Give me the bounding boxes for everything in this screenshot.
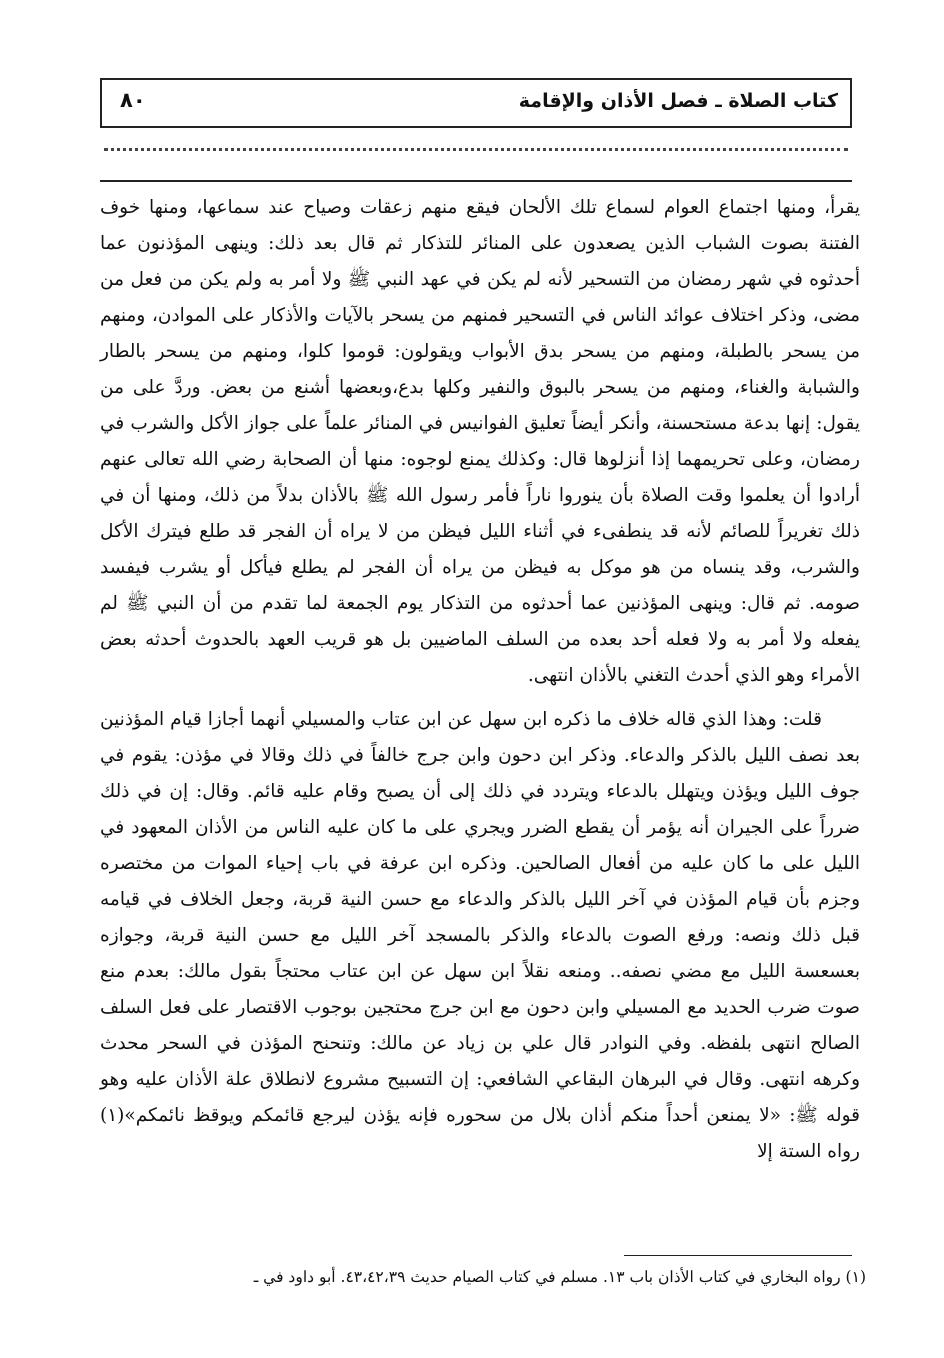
paragraph-2: قلت: وهذا الذي قاله خلاف ما ذكره ابن سهل عن ابن عتاب والمسيلي أنهما أجازا قيام المؤذنين بعد نصف الليل بالذكر والدعاء. وذكر ابن دحون وابن جرج خالفاً في ذلك وقالا في مؤذن: يقوم في جوف الليل ويؤذن ويتهلل بالدعاء ويتردد في ذلك إلى أن يصبح وقام عليه قائم. وقال: إن في ذلك ضرراً على الجيران أنه يؤمر أن يقطع الضرر ويجري على ما كان عليه الناس من الأذان المعهود في الليل على ما كان عليه من أفعال الصالحين. وذكره ابن عرفة في باب إحياء الموات من مختصره وجزم بأن قيام المؤذن في آخر الليل بالذكر والدعاء مع حسن النية قربة، وجعل الخلاف في قيامه قبل ذلك ونصه: ورفع الصوت بالدعاء والذكر بالمسجد آخر الليل مع حسن النية قربة، وجوازه بعسعسة الليل مع مضي نصفه.. ومنعه نقلاً ابن سهل عن ابن عتاب محتجاً بقول مالك: بعدم منع صوت ضرب الحديد مع المسيلي وابن دحون مع ابن جرج محتجين بوجوب الاقتصار على فعل السلف الصالح انتهى بلفظه. وفي النوادر قال علي بن زياد عن مالك: وتنحنح المؤذن في السحر محدث وكرهه انتهى. وقال في البرهان البقاعي الشافعي: إن التسبيح مشروع لانطلاق علة الأذان عليه وهو قوله ﷺ: «لا يمنعن أحداً منكم أذان بلال من سحوره فإنه يؤذن ليرجع قائمكم ويوقظ نائمكم»(١) رواه الستة إلا <box>100 709 860 1162</box>
footnote-rule <box>624 1255 852 1256</box>
main-text <box>100 190 860 1170</box>
dotted-separator <box>104 148 848 151</box>
footnote: (١) رواه البخاري في كتاب الأذان باب ١٣. مسلم في كتاب الصيام حديث ٤٣،٤٢،٣٩. أبو داود في ـ <box>253 1268 866 1286</box>
running-header <box>100 78 852 128</box>
page-number: ٨٠ <box>120 88 146 112</box>
paragraph-1: يقرأ، ومنها اجتماع العوام لسماع تلك الألحان فيقع منهم زعقات وصياح عند سماعها، ومنها خوف الفتنة بصوت الشباب الذين يصعدون على المنائر للتذكار ثم قال بعد ذلك: وينهى المؤذنون عما أحدثوه في شهر رمضان من التسحير لأنه لم يكن في عهد النبي ﷺ ولا أمر به ولم يكن من فعل من مضى، وذكر اختلاف عوائد الناس في التسحير فمنهم من يسحر بالآيات والأذكار على الموادن، ومنهم من يسحر بالطبلة، ومنهم من يسحر بدق الأبواب ويقولون: قوموا كلوا، ومنهم من يسحر بالطار والشبابة والغناء، ومنهم من يسحر بالبوق والنفير وكلها بدع،وبعضها أشنع من بعض. وردَّ على من يقول: إنها بدعة مستحسنة، وأنكر أيضاً تعليق الفوانيس في المنائر علماً على جواز الأكل والشرب في رمضان، وعلى تحريمهما إذا أنزلوها قال: وكذلك يمنع لوجوه: منها أن الصحابة رضي الله تعالى عنهم أرادوا أن يعلموا وقت الصلاة بأن ينوروا ناراً فأمر رسول الله ﷺ بالأذان بدلاً من ذلك، ومنها أن في ذلك تغريراً للصائم لأنه قد ينطفىء في أثناء الليل فيظن من لا يراه أن الفجر قد طلع فيترك الأكل والشرب، وقد ينساه من هو موكل به فيظن من يراه أن الفجر لم يطلع فيأكل أو يشرب فيفسد صومه. ثم قال: وينهى المؤذنين عما أحدثوه من التذكار يوم الجمعة لما تقدم من أن النبي ﷺ لم يفعله ولا أمر به ولا فعله أحد بعده من السلف الماضيين بل هو قريب العهد بالحدوث أحدثه بعض الأمراء وهو الذي أحدث التغني بالأذان انتهى. <box>100 197 860 686</box>
header-title: كتاب الصلاة ـ فصل الأذان والإقامة <box>518 90 838 112</box>
text-top-rule <box>100 180 852 182</box>
